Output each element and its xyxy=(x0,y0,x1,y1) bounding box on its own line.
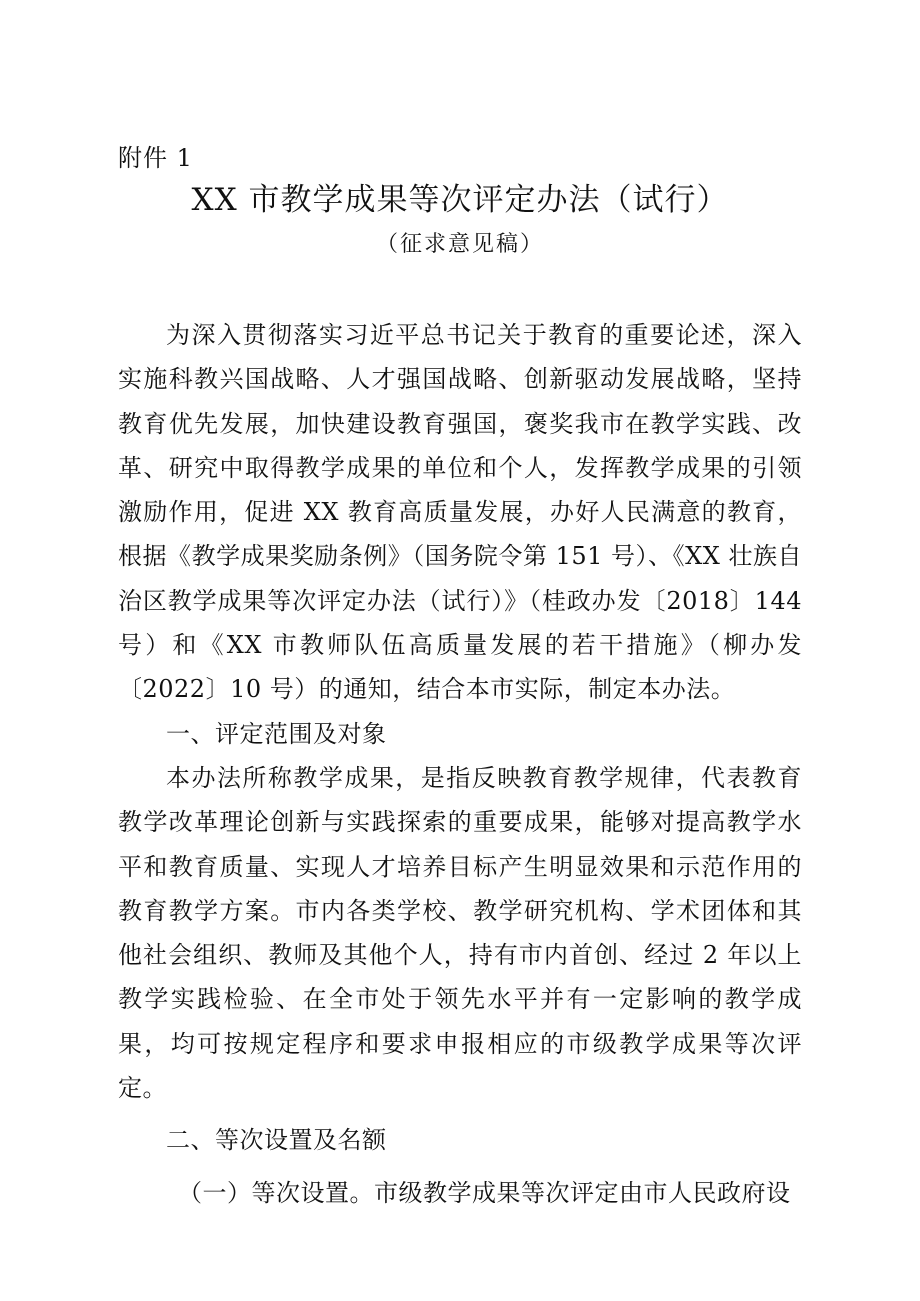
attachment-label: 附件 1 xyxy=(118,144,193,172)
grades-paragraph: （一）等次设置。市级教学成果等次评定由市人民政府设 xyxy=(178,1178,791,1207)
section-heading-scope: 一、评定范围及对象 xyxy=(166,719,387,748)
intro-paragraph: 为深入贯彻落实习近平总书记关于教育的重要论述，深入实施科教兴国战略、人才强国战略、创新驱动发展战略，坚持教育优先发展，加快建设教育强国，褒奖我市在教学实践、改革、研究中取得教学成果的单位和个人，发挥教学成果的引领激励作用，促进 XX 教育高质量发展，办好人民满意的教育，根据《教学成果奖励条例》（国务院令第 151 号）、《XX 壮族自治区教学成果等次评定办法（试行）》（桂政办发〔2018〕144 号）和《XX 市教师队伍高质量发展的若干措施》（柳办发〔2022〕10 号）的通知，结合本市实际，制定本办法。 xyxy=(118,321,802,704)
scope-paragraph: 本办法所称教学成果，是指反映教育教学规律，代表教育教学改革理论创新与实践探索的重要成果，能够对提高教学水平和教育质量、实现人才培养目标产生明显效果和示范作用的教育教学方案。市内各类学校、教学研究机构、学术团体和其他社会组织、教师及其他个人，持有市内首创、经过 2 年以上教学实践检验、在全市处于领先水平并有一定影响的教学成果，均可按规定程序和要求申报相应的市级教学成果等次评定。 xyxy=(118,763,802,1103)
document-body xyxy=(118,313,802,1215)
section-heading-grades: 二、等次设置及名额 xyxy=(166,1126,387,1155)
document-title: XX 市教学成果等次评定办法（试行） xyxy=(191,182,729,218)
document-subtitle: （征求意见稿） xyxy=(375,232,544,257)
